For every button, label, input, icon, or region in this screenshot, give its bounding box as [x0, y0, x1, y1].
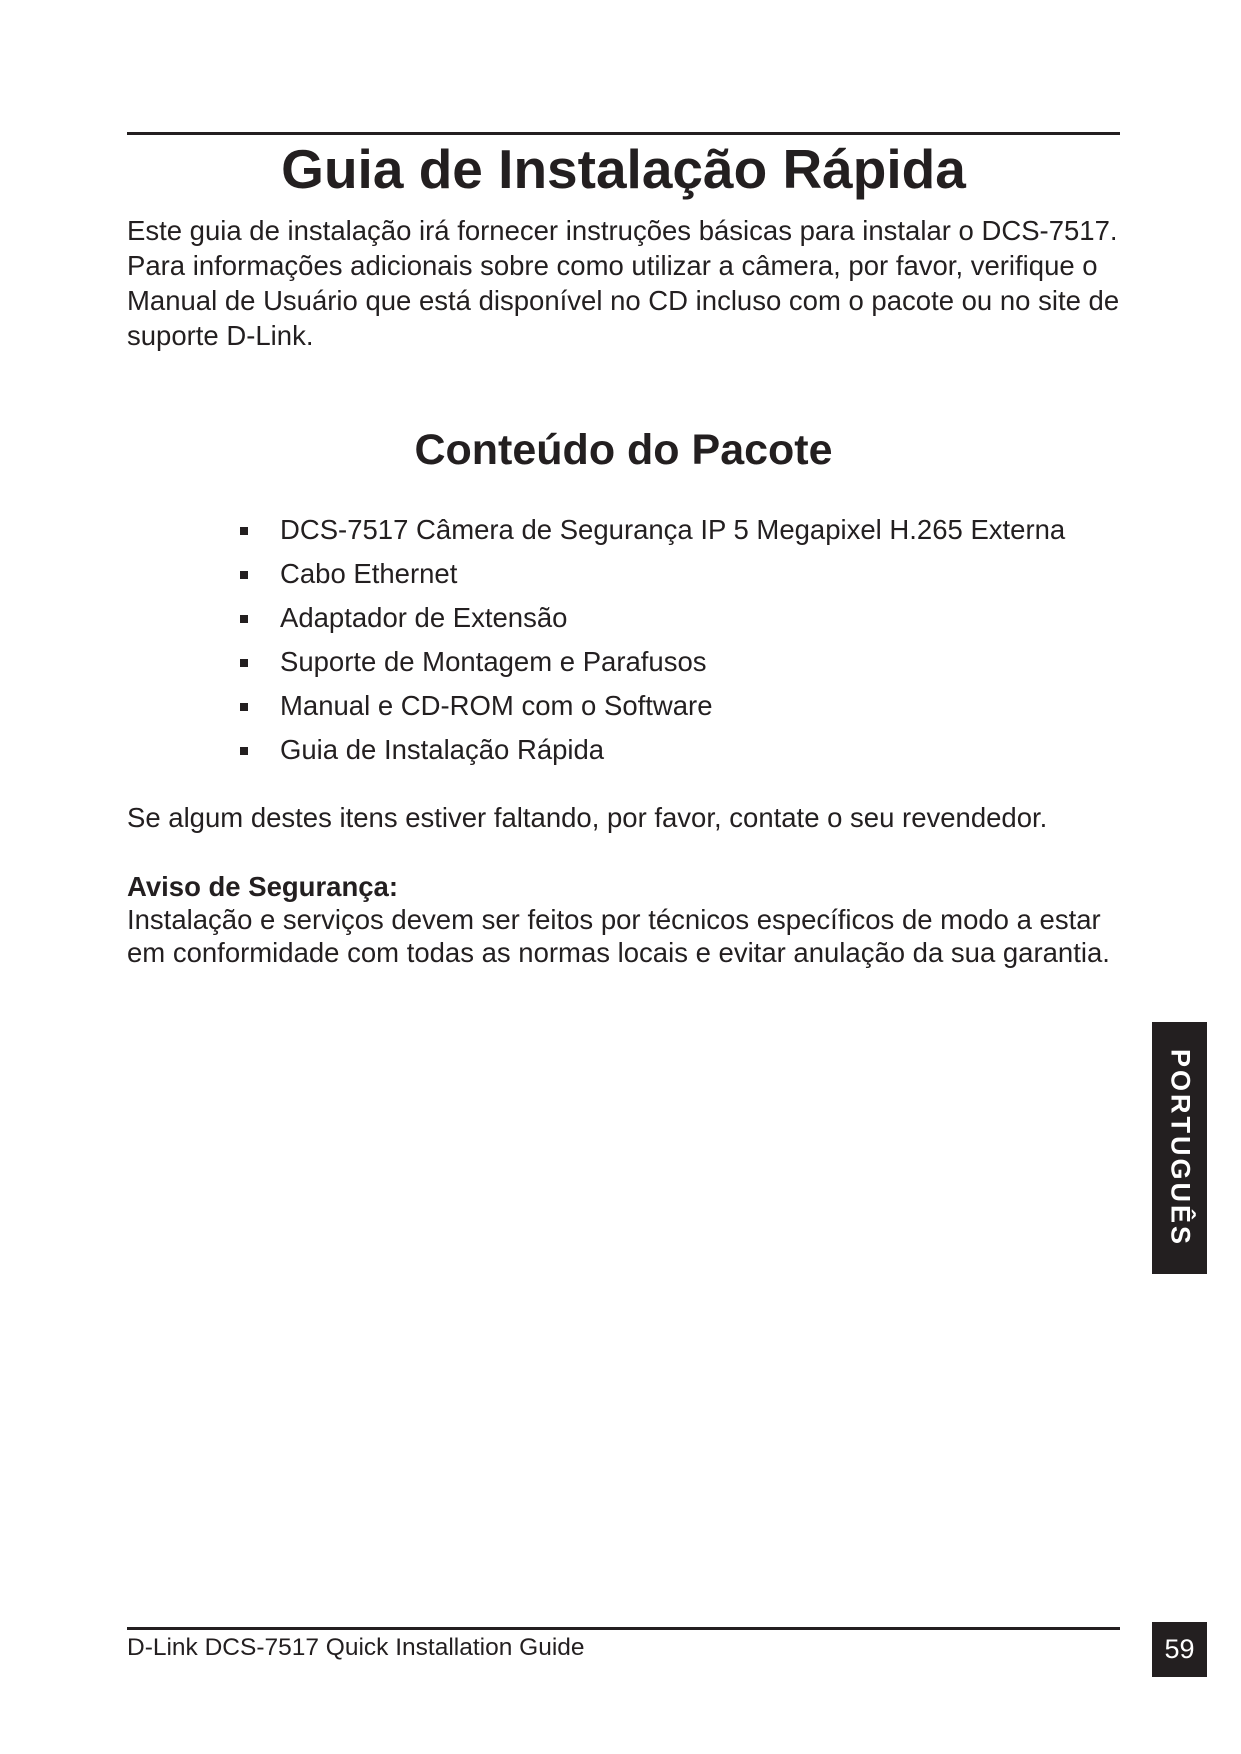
square-bullet-icon [240, 747, 248, 755]
square-bullet-icon [240, 703, 248, 711]
list-item-text: Cabo Ethernet [280, 558, 458, 589]
square-bullet-icon [240, 615, 248, 623]
list-item-text: Adaptador de Extensão [280, 602, 568, 633]
safety-notice-text: Instalação e serviços devem ser feitos por técnicos específicos de modo a estar em conformidade com todas as normas locais e evitar anulação da sua garantia. [127, 904, 1110, 968]
language-tab-label: PORTUGUÊS [1165, 1048, 1195, 1248]
top-rule [127, 132, 1120, 135]
list-item [240, 512, 1065, 556]
list-item-text: Manual e CD-ROM com o Software [280, 690, 713, 721]
list-item [240, 600, 1065, 644]
package-contents-heading: Conteúdo do Pacote [414, 426, 833, 474]
list-item-text: DCS-7517 Câmera de Segurança IP 5 Megapixel H.265 Externa [280, 514, 1066, 545]
list-item-text: Guia de Instalação Rápida [280, 734, 605, 765]
list-item [240, 732, 1065, 776]
square-bullet-icon [240, 571, 248, 579]
page-number: 59 [1152, 1622, 1207, 1677]
package-contents-list [240, 512, 1065, 776]
page-title: Guia de Instalação Rápida [281, 138, 966, 200]
list-item-text: Suporte de Montagem e Parafusos [280, 646, 707, 677]
footer-guide-title: D-Link DCS-7517 Quick Installation Guide [127, 1634, 585, 1661]
list-item [240, 644, 1065, 688]
footer-rule [127, 1627, 1120, 1630]
list-item [240, 556, 1065, 600]
square-bullet-icon [240, 659, 248, 667]
safety-notice-heading: Aviso de Segurança: [127, 871, 399, 902]
list-item [240, 688, 1065, 732]
language-tab [1152, 1022, 1207, 1274]
missing-items-note: Se algum destes itens estiver faltando, por favor, contate o seu revendedor. [127, 802, 1048, 833]
intro-paragraph: Este guia de instalação irá fornecer instruções básicas para instalar o DCS-7517. Para informações adicionais sobre como utilizar a câmera, por favor, verifique o Manual de Usuário que está disponível no CD incluso com o pacote ou no site de suporte D-Link. [127, 215, 1120, 351]
square-bullet-icon [240, 527, 248, 535]
